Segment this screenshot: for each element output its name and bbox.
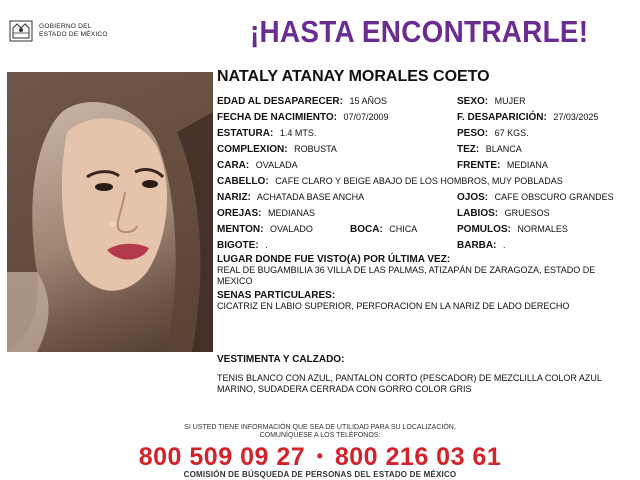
field-label: PESO: [457,128,489,139]
field-value: ACHATADA BASE ANCHA [256,192,365,202]
field-value: MEDIANA [506,160,548,170]
field-value: OVALADO [270,224,313,234]
contact-info-line-1: SI USTED TIENE INFORMACIÓN QUE SEA DE UTILIDAD PARA SU LOCALIZACIÓN, [184,424,456,431]
field-value: OVALADA [255,160,298,170]
field-frente [457,159,548,172]
person-name: NATALY ATANAY MORALES COETO [217,68,490,85]
field-sexo [457,95,526,108]
field-edad [217,95,387,108]
field-menton [217,223,313,236]
field-value: 15 AÑOS [349,96,387,106]
field-value: 07/07/2009 [343,112,389,122]
field-boca [350,223,417,236]
contact-info-line-2: COMUNÍQUESE A LOS TELÉFONOS: [259,432,381,439]
person-photo [7,72,213,352]
field-ojos [457,191,614,204]
field-nariz [217,191,364,204]
last-seen-label: LUGAR DONDE FUE VISTO(A) POR ÚLTIMA VEZ: [217,254,451,265]
field-cabello [217,175,563,188]
field-label: SEXO: [457,96,489,107]
field-value: . [265,240,268,250]
field-value: . [502,240,506,250]
field-value: NORMALES [517,224,568,234]
field-orejas [217,207,315,220]
field-label: FRENTE: [457,160,501,171]
marks-value: CICATRIZ EN LABIO SUPERIOR, PERFORACION EN LA NARIZ DE LADO DERECHO [217,301,570,311]
last-seen-block [217,254,617,287]
field-label: CARA: [217,160,250,171]
field-fecha-desaparicion [457,111,598,124]
marks-block [217,290,627,312]
marks-label: SENAS PARTICULARES: [217,290,336,301]
clothing-label: VESTIMENTA Y CALZADO: [217,354,345,365]
last-seen-value: REAL DE BUGAMBILIA 36 VILLA DE LAS PALMAS, ATIZAPÁN DE ZARAGOZA, ESTADO DE MEXICO [217,265,596,286]
field-label: F. DESAPARICIÓN: [457,112,547,123]
field-barba [457,239,505,252]
field-label: NARIZ: [217,192,251,203]
logo-text [39,23,108,38]
phone-numbers [0,443,640,472]
field-value: 67 KGS. [494,128,529,138]
field-label: BOCA: [350,224,383,235]
field-label: MENTON: [217,224,264,235]
field-fecha-nacimiento [217,111,389,124]
portrait-illustration [7,72,213,352]
clothing-block [217,354,627,395]
field-label: ESTATURA: [217,128,274,139]
government-logo [8,18,138,46]
field-pomulos [457,223,568,236]
field-cara [217,159,298,172]
field-peso [457,127,529,140]
field-value: 1.4 MTS. [279,128,317,138]
field-value: 27/03/2025 [553,112,599,122]
field-complexion [217,143,337,156]
field-value: MUJER [494,96,526,106]
field-label: COMPLEXION: [217,144,288,155]
logo-line-1: GOBIERNO DEL [39,23,92,30]
phone-number-1: 800 509 09 27 [138,443,306,471]
logo-line-2: ESTADO DE MÉXICO [39,30,108,38]
headline: ¡HASTA ENCONTRARLE! [250,14,589,49]
field-value: GRUESOS [504,208,550,218]
state-seal-icon [8,18,34,44]
field-label: BIGOTE: [217,240,259,251]
field-value: CHICA [389,224,418,234]
field-label: OREJAS: [217,208,262,219]
field-label: CABELLO: [217,176,269,187]
field-label: TEZ: [457,144,480,155]
field-estatura [217,127,316,140]
field-tez [457,143,522,156]
field-label: EDAD AL DESAPARECER: [217,96,343,107]
field-label: LABIOS: [457,208,499,219]
field-label: POMULOS: [457,224,511,235]
clothing-value: TENIS BLANCO CON AZUL, PANTALON CORTO (PESCADOR) DE MEZCLILLA COLOR AZUL MARINO, SUDADERA CERRADA CON GORRO COLOR GRIS [217,373,602,394]
field-bigote [217,239,268,252]
field-value: BLANCA [485,144,522,154]
phone-separator: • [316,446,324,466]
field-value: CAFE OBSCURO GRANDES [494,192,614,202]
field-label: FECHA DE NACIMIENTO: [217,112,337,123]
field-label: OJOS: [457,192,489,203]
phone-number-2: 800 216 03 61 [334,443,502,471]
field-label: BARBA: [457,240,497,251]
commission-name: COMISIÓN DE BÚSQUEDA DE PERSONAS DEL ESTADO DE MÉXICO [183,470,457,479]
field-value: ROBUSTA [294,144,337,154]
field-value: MEDIANAS [267,208,315,218]
contact-info [0,424,640,440]
field-labios [457,207,550,220]
field-value: CAFE CLARO Y BEIGE ABAJO DE LOS HOMBROS, MUY POBLADAS [275,176,563,186]
